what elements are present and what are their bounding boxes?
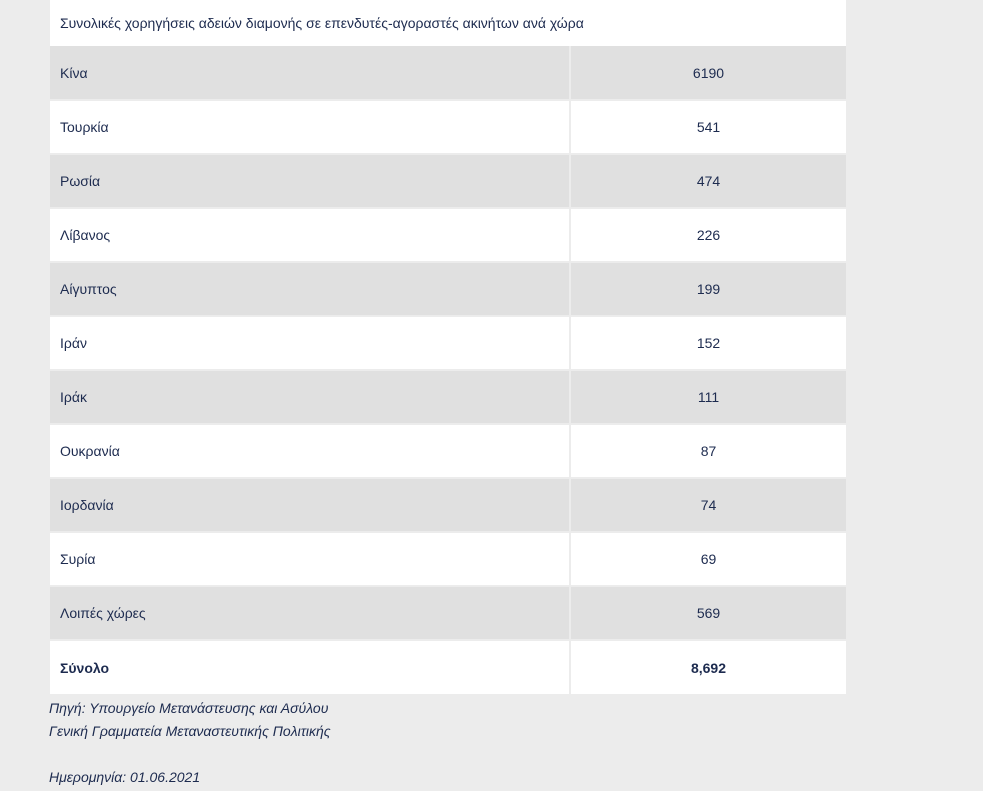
country-cell: Ιορδανία [50, 478, 570, 532]
country-cell: Αίγυπτος [50, 262, 570, 316]
table-row [50, 478, 846, 532]
country-cell: Ρωσία [50, 154, 570, 208]
total-label: Σύνολο [50, 640, 570, 694]
value-cell: 69 [570, 532, 846, 586]
notes-spacer [49, 743, 331, 766]
total-row [50, 640, 846, 694]
table-caption: Συνολικές χορηγήσεις αδειών διαμονής σε επενδυτές-αγοραστές ακινήτων ανά χώρα [50, 0, 846, 46]
value-cell: 6190 [570, 46, 846, 100]
country-cell: Συρία [50, 532, 570, 586]
value-cell: 152 [570, 316, 846, 370]
table-row [50, 370, 846, 424]
value-cell: 226 [570, 208, 846, 262]
country-cell: Ιράν [50, 316, 570, 370]
source-line-secretariat: Γενική Γραμματεία Μεταναστευτικής Πολιτικής [49, 723, 331, 739]
country-cell: Τουρκία [50, 100, 570, 154]
table-row [50, 262, 846, 316]
country-cell: Λοιπές χώρες [50, 586, 570, 640]
country-cell: Κίνα [50, 46, 570, 100]
value-cell: 199 [570, 262, 846, 316]
value-cell: 111 [570, 370, 846, 424]
table-row [50, 208, 846, 262]
permits-table [50, 46, 846, 694]
country-cell: Λίβανος [50, 208, 570, 262]
date-line: Ημερομηνία: 01.06.2021 [49, 769, 201, 785]
table-row [50, 46, 846, 100]
value-cell: 569 [570, 586, 846, 640]
value-cell: 474 [570, 154, 846, 208]
table-row [50, 100, 846, 154]
country-cell: Ιράκ [50, 370, 570, 424]
table-row [50, 316, 846, 370]
value-cell: 87 [570, 424, 846, 478]
table-row [50, 586, 846, 640]
source-notes [49, 697, 331, 789]
source-line-ministry: Πηγή: Υπουργείο Μετανάστευσης και Ασύλου [49, 700, 329, 716]
country-cell: Ουκρανία [50, 424, 570, 478]
total-value: 8,692 [570, 640, 846, 694]
table-row [50, 154, 846, 208]
permits-table-container [50, 0, 846, 694]
value-cell: 74 [570, 478, 846, 532]
table-row [50, 532, 846, 586]
value-cell: 541 [570, 100, 846, 154]
table-row [50, 424, 846, 478]
